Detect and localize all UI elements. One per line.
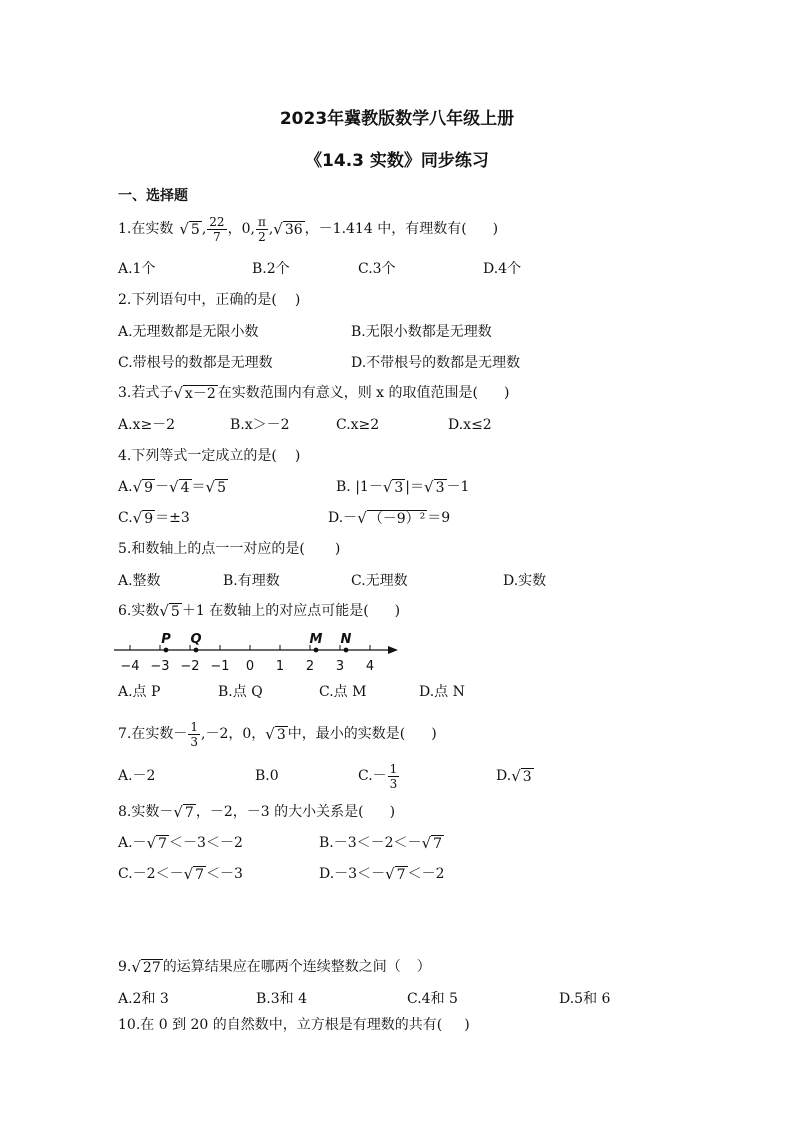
number-line-point-label: M: [309, 632, 323, 647]
q4-option-b[interactable]: B. |1－ √ 3 |＝ √ 3 －1: [336, 477, 470, 496]
q1-tail: ，－1.414 中，有理数有(: [304, 221, 467, 237]
q7-tail: 中，最小的实数是(: [287, 726, 406, 742]
q4-option-c[interactable]: C. √ 9 ＝±3: [118, 508, 190, 527]
number-line-point-q: [194, 648, 199, 653]
number-line-point-n: [344, 648, 349, 653]
question-9: [118, 957, 431, 977]
q5-option-c[interactable]: C.无理数: [351, 573, 408, 589]
q1-option-a[interactable]: A.1个: [118, 261, 156, 277]
question-4: [118, 446, 300, 466]
q8-option-d[interactable]: D.－3＜－ √ 7 ＜－2: [319, 864, 445, 883]
number-line-point-label: Q: [190, 632, 202, 647]
q8-option-a[interactable]: A.－ √ 7 ＜－3＜－2: [118, 833, 243, 852]
q9-option-c[interactable]: C.4和 5: [407, 991, 458, 1007]
q9-close: ）: [416, 959, 431, 975]
q7-option-c[interactable]: C.－ $\frac{1}{3}$: [358, 761, 398, 791]
question-8: [118, 802, 395, 822]
q6-close: ): [394, 603, 401, 619]
number-line-point-p: [164, 648, 169, 653]
q8-tail: ，－2，－3 的大小关系是(: [195, 804, 364, 820]
q9-option-b[interactable]: B.3和 4: [256, 991, 308, 1007]
q7-option-b[interactable]: B.0: [255, 768, 279, 784]
number-line-arrow: [388, 646, 398, 654]
q1-fraction-22-7: $\frac{22}{7}$: [209, 214, 225, 244]
q7-sqrt3: √ 3: [265, 724, 286, 743]
question-2: [118, 290, 300, 310]
q6-prefix: 6.实数: [118, 603, 160, 619]
q5-option-b[interactable]: B.有理数: [223, 573, 280, 589]
number-line-point-label: P: [161, 632, 171, 647]
q2-option-b[interactable]: B.无限小数都是无理数: [351, 324, 492, 340]
q10-close: ): [464, 1017, 470, 1033]
q6-option-a[interactable]: A.点 P: [118, 684, 161, 700]
q8-sqrt7: √ 7: [173, 802, 194, 821]
q9-option-d[interactable]: D.5和 6: [559, 991, 611, 1007]
question-3: [118, 383, 509, 403]
number-line-tick-label: −4: [120, 659, 140, 674]
q7-option-d[interactable]: D. √ 3: [496, 766, 532, 785]
q3-sqrt: √ x－2: [173, 383, 216, 402]
q5-close: ): [334, 541, 341, 557]
q1-sqrt5: √ 5: [179, 219, 200, 238]
number-line-tick-label: −3: [150, 659, 170, 674]
number-line-tick-label: 3: [335, 659, 345, 674]
number-line-tick-label: −1: [210, 659, 230, 674]
q2-option-c[interactable]: C.带根号的数都是无理数: [118, 355, 273, 371]
number-line: [110, 628, 410, 676]
q3-option-d[interactable]: D.x≤2: [448, 417, 492, 433]
q2-stem: 2.下列语句中，正确的是(: [118, 292, 277, 308]
q6-tail: ＋1 在数轴上的对应点可能是(: [181, 603, 369, 619]
q5-option-a[interactable]: A.整数: [118, 573, 161, 589]
q2-option-a[interactable]: A.无理数都是无限小数: [118, 324, 259, 340]
q3-tail: 在实数范围内有意义，则 x 的取值范围是(: [217, 385, 478, 401]
page-title: 2023年冀教版数学八年级上册: [279, 109, 515, 129]
q5-option-d[interactable]: D.实数: [503, 573, 547, 589]
section-heading: 一、选择题: [118, 188, 188, 204]
q6-option-c[interactable]: C.点 M: [319, 684, 367, 700]
q4-stem: 4.下列等式一定成立的是(: [118, 448, 277, 464]
q7-prefix: 7.在实数－: [118, 726, 188, 742]
q7-mid: ,－2，0，: [201, 726, 266, 742]
q3-close: ): [504, 385, 510, 401]
q4-option-a[interactable]: A. √ 9 － √ 4 ＝ √ 5: [118, 477, 227, 496]
q3-option-a[interactable]: A.x≥－2: [118, 417, 176, 433]
q7-fraction: $\frac{1}{3}$: [190, 719, 198, 749]
number-line-tick-label: 2: [305, 659, 315, 674]
q1-zero: 0,: [241, 221, 255, 237]
q3-option-c[interactable]: C.x≥2: [336, 417, 380, 433]
q4-close: ): [294, 448, 301, 464]
number-line-point-m: [314, 648, 319, 653]
q9-prefix: 9.: [118, 959, 132, 975]
page-subtitle: 《14.3 实数》同步练习: [305, 151, 489, 171]
q9-tail: 的运算结果应在哪两个连续整数之间（: [162, 959, 401, 975]
q1-option-d[interactable]: D.4个: [483, 261, 522, 277]
question-1: 1.在实数 √ 5 , $\frac{22}{7}$ ， 0, $\frac{\pi}{2}$ , √ 36 ，－1.414 中，有理数有( ): [118, 214, 499, 244]
number-line-tick-label: −2: [180, 659, 200, 674]
q1-option-b[interactable]: B.2个: [252, 261, 290, 277]
number-line-tick-label: 1: [275, 659, 285, 674]
q9-option-a[interactable]: A.2和 3: [118, 991, 169, 1007]
q5-stem: 5.和数轴上的点一一对应的是(: [118, 541, 305, 557]
q1-prefix: 1.在实数: [118, 221, 174, 237]
question-6: [118, 601, 400, 621]
q3-option-b[interactable]: B.x＞－2: [230, 417, 290, 433]
number-line-tick-label: 0: [245, 659, 255, 674]
number-line-tick-label: 4: [365, 659, 375, 674]
q1-fraction-pi-2: $\frac{\pi}{2}$: [257, 214, 266, 244]
q7-close: ): [431, 726, 437, 742]
question-7: [118, 714, 437, 754]
q8-option-b[interactable]: B.－3＜－2＜－ √ 7: [319, 833, 443, 852]
q4-option-d[interactable]: D.－ √ （－9）² ＝9: [328, 508, 451, 527]
q6-sqrt5: √ 5: [159, 601, 180, 620]
q1-sqrt36: √ 36: [273, 219, 303, 238]
q3-prefix: 3.若式子: [118, 385, 174, 401]
question-5: [118, 539, 340, 559]
q8-prefix: 8.实数－: [118, 804, 174, 820]
q8-option-c[interactable]: C.－2＜－ √ 7 ＜－3: [118, 864, 243, 883]
q1-close: ): [492, 221, 499, 237]
q7-option-a[interactable]: A.－2: [118, 768, 156, 784]
q2-option-d[interactable]: D.不带根号的数都是无理数: [351, 355, 521, 371]
q10-stem: 10.在 0 到 20 的自然数中，立方根是有理数的共有(: [118, 1017, 443, 1033]
q6-option-d[interactable]: D.点 N: [419, 684, 465, 700]
number-line-point-label: N: [340, 632, 352, 647]
q9-sqrt27: √ 27: [131, 957, 161, 976]
question-10: [118, 1015, 470, 1035]
q1-option-c[interactable]: C.3个: [358, 261, 396, 277]
q2-close: ): [294, 292, 301, 308]
q6-option-b[interactable]: B.点 Q: [218, 684, 263, 700]
q8-close: ): [389, 804, 396, 820]
